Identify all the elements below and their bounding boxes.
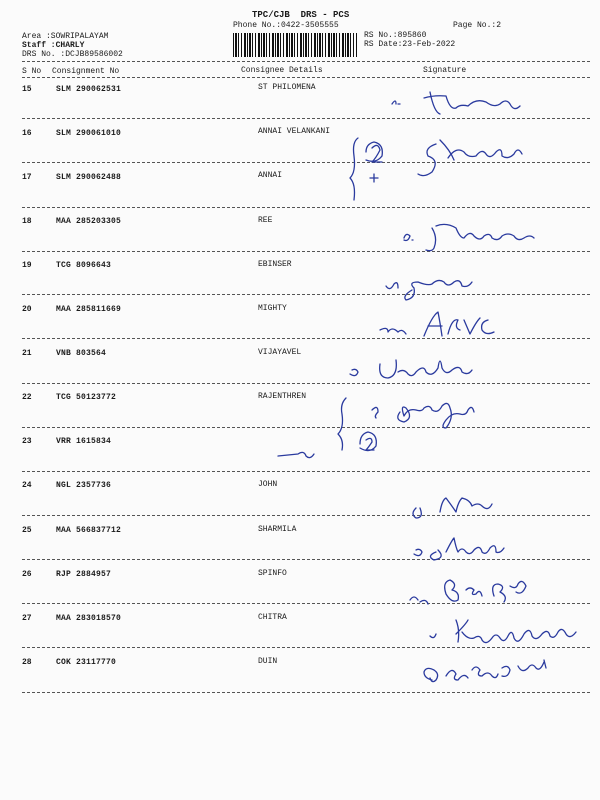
row-sno: 15 bbox=[22, 85, 32, 94]
row-consignment: TCG 50123772 bbox=[56, 393, 117, 402]
row-sno: 19 bbox=[22, 261, 32, 270]
row-consignment: TCG 8096643 bbox=[56, 261, 112, 270]
row-consignment: SLM 290062531 bbox=[56, 85, 122, 94]
row-consignee: DUIN bbox=[258, 657, 278, 666]
row-consignment: NGL 2357736 bbox=[56, 481, 112, 490]
signature-scribble bbox=[414, 538, 504, 560]
row-consignee: ANNAI VELANKANI bbox=[258, 127, 331, 136]
signature-scribble bbox=[418, 140, 522, 176]
phone-number: Phone No.:0422-3505555 bbox=[233, 21, 339, 30]
row-sno: 21 bbox=[22, 349, 32, 358]
bracket-mark bbox=[350, 138, 358, 200]
row-sno: 27 bbox=[22, 614, 32, 623]
row-consignee: SPINFO bbox=[258, 569, 287, 578]
row-consignee: MIGHTY bbox=[258, 304, 287, 313]
row-consignment: SLM 290062488 bbox=[56, 173, 122, 182]
document-title: TPC/CJB DRS - PCS bbox=[252, 10, 350, 20]
signature-scribble bbox=[278, 452, 314, 457]
signature-scribble bbox=[380, 312, 494, 336]
drs-number: DRS No. :DCJB89586002 bbox=[22, 50, 123, 59]
column-header-consignee: Consignee Details bbox=[241, 66, 323, 75]
column-header-signature: Signature bbox=[423, 66, 467, 75]
row-consignment: MAA 285203305 bbox=[56, 217, 122, 226]
signature-scribble bbox=[430, 620, 576, 643]
area-label: Area :SOWRIPALAYAM bbox=[22, 32, 109, 41]
count-mark bbox=[366, 142, 382, 182]
row-sno: 28 bbox=[22, 658, 32, 667]
column-header-sno: S No bbox=[22, 67, 42, 76]
row-consignee: ANNAI bbox=[258, 171, 283, 180]
column-header-consignment: Consignment No bbox=[52, 67, 120, 76]
signature-scribble bbox=[398, 403, 474, 428]
row-consignee: CHITRA bbox=[258, 613, 287, 622]
signature-scribble bbox=[413, 498, 492, 518]
row-consignment: VRR 1615834 bbox=[56, 437, 112, 446]
signature-scribble bbox=[386, 280, 472, 300]
row-sno: 26 bbox=[22, 570, 32, 579]
row-consignee: SHARMILA bbox=[258, 525, 297, 534]
row-sno: 24 bbox=[22, 481, 32, 490]
row-consignee: JOHN bbox=[258, 480, 278, 489]
row-sno: 16 bbox=[22, 129, 32, 138]
row-sno: 25 bbox=[22, 526, 32, 535]
bracket-mark bbox=[338, 398, 346, 450]
signature-scribble bbox=[410, 580, 526, 604]
row-consignment: VNB 803564 bbox=[56, 349, 107, 358]
page-number: Page No.:2 bbox=[453, 21, 502, 30]
row-consignment: MAA 283018570 bbox=[56, 614, 122, 623]
signature-scribble bbox=[392, 92, 520, 114]
signature-scribble bbox=[404, 224, 534, 250]
row-consignment: MAA 566837712 bbox=[56, 526, 122, 535]
row-consignee: REE bbox=[258, 216, 273, 225]
row-sno: 22 bbox=[22, 393, 32, 402]
row-consignment: RJP 2884957 bbox=[56, 570, 112, 579]
row-consignee: RAJENTHREN bbox=[258, 392, 307, 401]
rs-date: RS Date:23-Feb-2022 bbox=[364, 40, 456, 49]
staff-label: Staff :CHARLY bbox=[22, 41, 85, 50]
signature-scribble bbox=[350, 360, 472, 378]
rs-number: RS No.:895860 bbox=[364, 31, 427, 40]
row-consignee: VIJAYAVEL bbox=[258, 348, 302, 357]
count-mark bbox=[360, 407, 378, 450]
row-sno: 18 bbox=[22, 217, 32, 226]
signature-scribble bbox=[424, 660, 546, 682]
row-sno: 17 bbox=[22, 173, 32, 182]
row-sno: 20 bbox=[22, 305, 32, 314]
row-consignee: ST PHILOMENA bbox=[258, 83, 316, 92]
row-sno: 23 bbox=[22, 437, 32, 446]
row-consignment: SLM 290061010 bbox=[56, 129, 122, 138]
row-consignee: EBINSER bbox=[258, 260, 292, 269]
row-consignment: MAA 285811669 bbox=[56, 305, 122, 314]
row-consignment: COK 23117770 bbox=[56, 658, 117, 667]
